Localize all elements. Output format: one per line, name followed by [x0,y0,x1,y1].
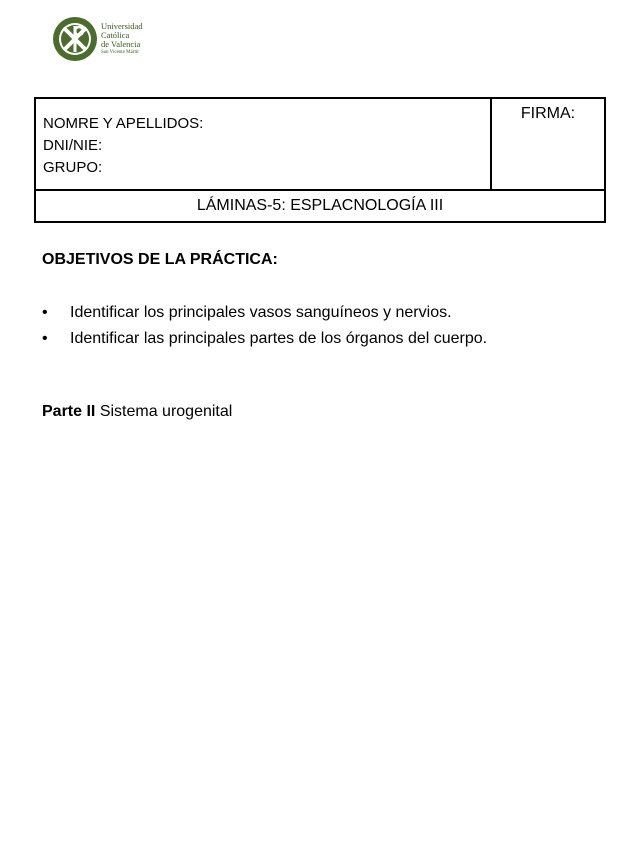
signature-cell [490,99,604,189]
list-item [42,300,487,326]
field-group-label: GRUPO: [43,159,103,176]
logo-line-4: San Vicente Mártir [101,50,139,55]
lamina-title: LÁMINAS-5: ESPLACNOLOGÍA III [196,197,444,214]
section-label: Parte II [42,403,96,420]
signature-label: FIRMA: [520,105,576,122]
header-top-row [36,99,604,191]
objective-text: Identificar las principales partes de los órganos del cuerpo. [70,330,488,347]
logo-line-1: Universidad [101,21,143,31]
bullet-icon: • [42,330,48,347]
logo-line-3: de Valencia [101,39,141,49]
field-dni-label: DNI/NIE: [43,137,103,154]
section-heading [42,403,232,421]
university-seal-icon [52,16,98,62]
objectives-heading: OBJETIVOS DE LA PRÁCTICA: [42,251,278,268]
objective-text: Identificar los principales vasos sanguíneos y nervios. [70,304,452,321]
list-item [42,326,487,352]
student-fields [43,113,203,179]
logo-line-2: Católica [101,30,130,40]
section-title: Sistema urogenital [99,403,233,420]
university-logo [52,14,162,64]
bullet-icon: • [42,304,48,321]
logo-wordmark [101,22,143,56]
objectives-list [42,300,487,352]
lamina-title-row [36,191,604,221]
student-info-box [34,97,606,223]
field-name-label: NOMRE Y APELLIDOS: [43,115,204,132]
